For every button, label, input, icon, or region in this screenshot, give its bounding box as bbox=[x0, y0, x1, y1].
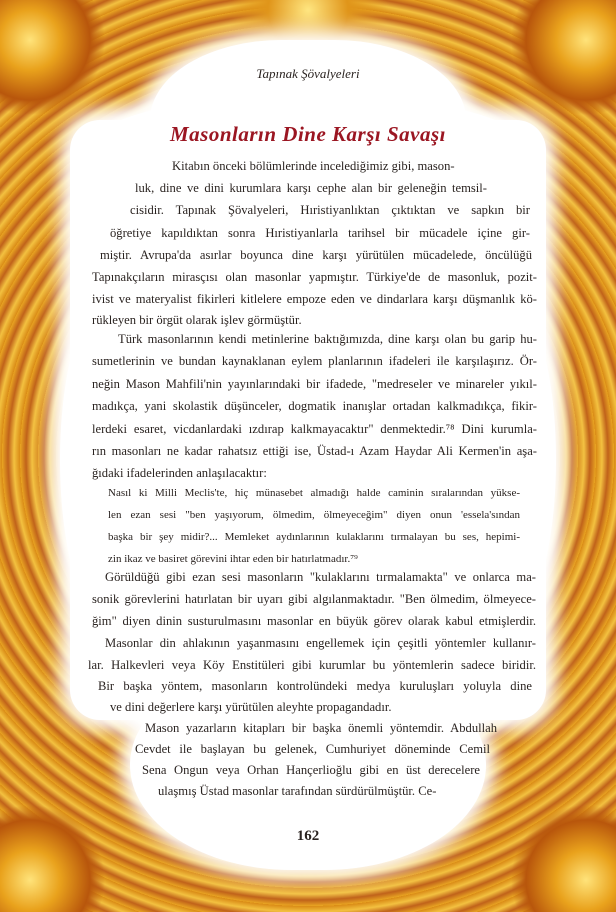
text-line: lerdeki esaret, vicdanlardaki ızdırap kalkmayacaktır" denmektedir.⁷⁸ Dini kurumla- bbox=[92, 422, 537, 436]
quote-line: zin ikaz ve basiret görevini ihtar eden bir hatırlatmadır.⁷⁹ bbox=[108, 553, 358, 565]
text-line: sumetlerinin ve bundan kaynaklanan eylem planlarının ifadeleri ile karşılaşırız. Ör- bbox=[92, 354, 537, 368]
text-line: Masonlar din ahlakının yaşanmasını engellemek için çeşitli yöntemler kullanır- bbox=[105, 636, 536, 650]
text-line: rın masonları ne kadar rahatsız ettiği ise, Üstad-ı Azam Haydar Ali Kermen'in aşa- bbox=[92, 444, 537, 458]
running-header: Tapınak Şövalyeleri bbox=[256, 66, 360, 81]
text-line: öğretiye kapıldıktan sonra Hıristiyanlarla tarihsel bir mücadele içine gir- bbox=[110, 226, 530, 240]
text-line: ulaşmış Üstad masonlar tarafından sürdürülmüştür. Ce- bbox=[158, 784, 437, 798]
quote-line: başka bir şey midir?... Memleket aydınlarının kulaklarını tırmalayan bu ses, hepimi- bbox=[108, 531, 520, 543]
text-line: rükleyen bir örgüt olarak işlev görmüştür. bbox=[92, 313, 302, 327]
text-line: miştir. Avrupa'da asırlar boyunca dine karşı yürütülen mücadelede, öncülüğü bbox=[100, 248, 532, 262]
text-line: ğim" diyen dinin susturulmasını masonlar en büyük görev olarak kabul etmişlerdir. bbox=[92, 614, 536, 628]
chapter-title: Masonların Dine Karşı Savaşı bbox=[170, 122, 446, 146]
text-line: sonik görevlerini hatırlatan bir uyarı gibi algılanmaktadır. "Ben ölmedim, ölmeyece- bbox=[92, 592, 536, 606]
text-line: madıkça, yani skolastik düşünceler, dogmatik inanışlar ortadan kalkmadıkça, fikir- bbox=[92, 399, 537, 413]
text-line: Bir başka yöntem, masonların kontrolündeki medya kuruluşları yoluyla dine bbox=[98, 679, 532, 693]
text-line: Tapınakçıların mirasçısı olan masonlar yapmıştır. Türkiye'de de masonluk, pozit- bbox=[92, 270, 537, 284]
text-line: ve dini değerlere karşı yürütülen aleyhte propagandadır. bbox=[110, 700, 392, 714]
text-line: luk, dine ve dini kurumlara karşı cephe alan bir geleneğin temsil- bbox=[135, 181, 487, 195]
text-line: lar. Halkevleri veya Köy Enstitüleri gibi kurumlar bu yöntemlerin sadece biridir. bbox=[88, 658, 536, 672]
text-line: Türk masonlarının kendi metinlerine baktığımızda, dine karşı olan bu garip hu- bbox=[118, 332, 537, 346]
text-line: neğin Mason Mahfili'nin yayınlarındaki bir ifadede, "medreseler ve minareler yıkıl- bbox=[92, 377, 537, 391]
text-line: ivist ve materyalist fikirleri kitlelere empoze eden ve dindarlara karşı düşmanlık kö- bbox=[92, 292, 537, 306]
text-line: Mason yazarların kitapları bir başka önemli yöntemdir. Abdullah bbox=[145, 721, 497, 735]
text-line: Kitabın önceki bölümlerinde incelediğimiz gibi, mason- bbox=[172, 159, 455, 173]
quote-line: Nasıl ki Milli Meclis'te, hiç münasebet almadığı halde caminin sıralarından yükse- bbox=[108, 487, 520, 499]
text-line: cisidir. Tapınak Şövalyeleri, Hıristiyanlıktan çıktıktan ve sapkın bir bbox=[130, 203, 530, 217]
text-line: ğıdaki ifadelerinden anlaşılacaktır: bbox=[92, 466, 267, 480]
text-line: Görüldüğü gibi ezan sesi masonların "kulaklarını tırmalamakta" ve onlarca ma- bbox=[105, 570, 536, 584]
quote-line: len ezan sesi "ben yaşıyorum, ölmedim, ölmeyeceğim" diyen onun 'essela'sından bbox=[108, 509, 520, 521]
page-number: 162 bbox=[296, 828, 320, 844]
text-line: Cevdet ile başlayan bu gelenek, Cumhuriyet döneminde Cemil bbox=[135, 742, 490, 756]
text-line: Sena Ongun veya Orhan Hançerlioğlu gibi en üst derecelere bbox=[142, 763, 480, 777]
